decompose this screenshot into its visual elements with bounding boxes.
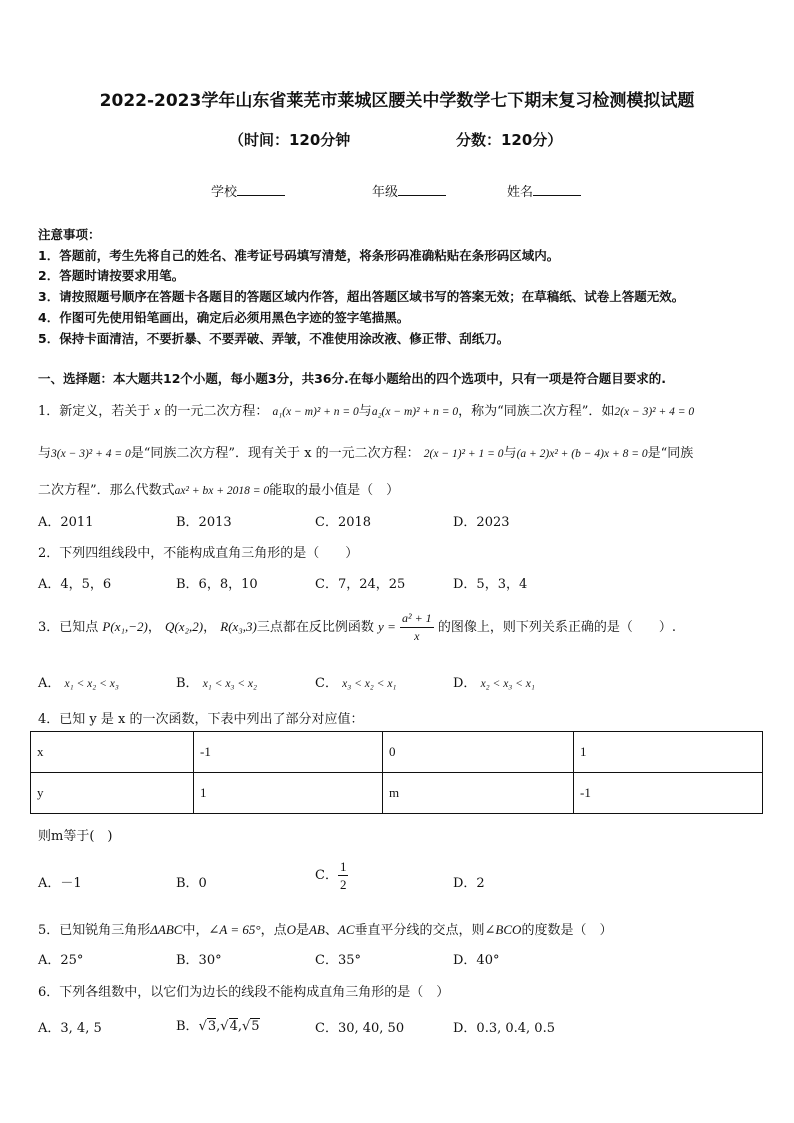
q4-option-b[interactable]: B．0	[176, 876, 207, 891]
q1-text: 与	[358, 404, 372, 419]
q5-math: AC	[337, 922, 355, 937]
q1-equation: a₂(x − m)² + n = 0	[371, 406, 459, 418]
q3-option-a[interactable]	[38, 672, 119, 691]
q1-text: 二次方程”．那么代数式	[38, 483, 175, 498]
option-label: B．	[176, 1019, 199, 1034]
q1-text: 与	[503, 446, 517, 461]
school-field[interactable]	[211, 181, 285, 200]
q6-option-a[interactable]: A．3, 4, 5	[38, 1021, 102, 1036]
question-1-line-1	[38, 400, 694, 419]
question-4-stem: 4．已知 y 是 x 的一次函数，下表中列出了部分对应值：	[38, 712, 364, 727]
q5-math: ΔABC	[150, 922, 183, 937]
table-row	[31, 732, 763, 773]
table-cell: 0	[383, 732, 574, 773]
sqrt-value: √5	[242, 1019, 260, 1034]
q3-point-q: Q(x₂,2)	[165, 619, 204, 634]
question-5-stem	[38, 919, 612, 938]
separator: ,	[216, 1019, 221, 1034]
option-math: x₁ < x₃ < x₂	[202, 678, 258, 690]
q3-denominator: x	[414, 629, 420, 643]
q6-option-c[interactable]: C．30, 40, 50	[315, 1021, 405, 1036]
q2-option-b[interactable]: B．6，8，10	[176, 577, 258, 592]
q2-option-c[interactable]: C．7，24，25	[315, 577, 406, 592]
school-blank[interactable]	[237, 183, 285, 196]
notice-item: 5．保持卡面清洁，不要折暴、不要弄破、弄皱，不准使用涂改液、修正带、刮纸刀。	[38, 331, 510, 346]
q3-option-c[interactable]	[315, 672, 396, 691]
q3-point-p: P(x₁,−2)	[102, 619, 148, 634]
question-6-stem: 6．下列各组数中，以它们为边长的线段不能构成直角三角形的是（ ）	[38, 985, 450, 1000]
q3-numerator: a² + 1	[400, 610, 434, 628]
grade-label: 年级	[372, 185, 399, 200]
table-cell: x	[31, 732, 194, 773]
q1-option-d[interactable]: D．2023	[453, 515, 510, 530]
q5-text: 的度数是（ ）	[521, 923, 613, 938]
q5-text: 垂直平分线的交点，则	[354, 923, 485, 938]
q6-option-b[interactable]	[176, 1015, 260, 1034]
question-1-line-2	[38, 442, 693, 461]
name-label: 姓名	[507, 185, 534, 200]
q3-text: 3．已知点	[38, 620, 99, 635]
option-label: A．	[38, 676, 61, 691]
option-fraction	[338, 858, 349, 893]
q5-text: 、	[324, 923, 338, 938]
fraction-denominator: 2	[339, 877, 347, 892]
q5-option-b[interactable]: B．30°	[176, 953, 222, 968]
q1-option-c[interactable]: C．2018	[315, 515, 372, 530]
q1-text: 的一元二次方程：	[164, 404, 269, 419]
q1-text: ，称为“同族二次方程”．如	[458, 404, 615, 419]
exam-score: 分数：120分）	[456, 131, 563, 149]
table-cell: -1	[574, 773, 763, 814]
section-heading: 一、选择题：本大题共12个小题，每小题3分，共36分.在每小题给出的四个选项中，只有一项是符合题目要求的.	[38, 371, 666, 386]
table-cell: 1	[194, 773, 383, 814]
q1-option-a[interactable]: A．2011	[38, 515, 94, 530]
table-cell: m	[383, 773, 574, 814]
q5-text: 是	[295, 923, 309, 938]
notice-item: 2．答题时请按要求用笔。	[38, 268, 185, 283]
name-field[interactable]	[507, 181, 581, 200]
radicand: 3	[207, 1019, 217, 1034]
q5-text: ，点	[260, 923, 287, 938]
value-table	[30, 731, 763, 814]
exam-time: （时间：120分钟	[229, 131, 351, 149]
q3-text: ，	[203, 620, 217, 635]
q3-text: ，	[147, 620, 161, 635]
sqrt-value: √4	[220, 1019, 238, 1034]
table-cell: y	[31, 773, 194, 814]
q1-text: 是“同族二次方程”．现有关于 x 的一元二次方程：	[130, 446, 420, 461]
q5-option-c[interactable]: C．35°	[315, 953, 361, 968]
q5-math: ∠BCO	[484, 922, 522, 937]
q3-option-b[interactable]	[176, 672, 257, 691]
option-math: x₁ < x₂ < x₃	[64, 678, 119, 690]
q6-option-d[interactable]: D．0.3, 0.4, 0.5	[453, 1021, 555, 1036]
q4-option-c[interactable]	[315, 858, 348, 893]
q5-text: 5．已知锐角三角形	[38, 923, 151, 938]
q2-option-d[interactable]: D．5，3，4	[453, 577, 528, 592]
q1-text: 能取的最小值是（ ）	[269, 483, 400, 498]
q1-equation: (a + 2)x² + (b − 4)x + 8 = 0	[516, 448, 648, 460]
radicand: 5	[251, 1019, 260, 1034]
q1-text: 是“同族	[647, 446, 694, 461]
school-label: 学校	[211, 185, 238, 200]
q3-option-d[interactable]	[453, 672, 535, 691]
table-cell: 1	[574, 732, 763, 773]
q1-math: x	[154, 403, 161, 418]
page-title: 2022-2023学年山东省莱芜市莱城区腰关中学数学七下期末复习检测模拟试题	[99, 91, 695, 111]
option-math: x₂ < x₃ < x₁	[480, 678, 535, 690]
notice-heading: 注意事项：	[38, 227, 101, 242]
q3-fraction	[400, 610, 434, 645]
q1-text: 与	[38, 446, 52, 461]
q1-text: 1．新定义，若关于	[38, 404, 151, 419]
option-math: x₃ < x₂ < x₁	[342, 678, 397, 690]
q1-equation: a₁(x − m)² + n = 0	[272, 406, 359, 418]
q5-math: O	[286, 922, 296, 937]
name-blank[interactable]	[533, 183, 581, 196]
q1-option-b[interactable]: B．2013	[176, 515, 232, 530]
table-cell: -1	[194, 732, 383, 773]
q3-point-r: R(x₃,3)	[220, 619, 257, 634]
q5-math: ∠A = 65°	[208, 922, 261, 937]
q1-equation: 3(x − 3)² + 4 = 0	[51, 448, 131, 460]
question-3-stem	[38, 610, 676, 645]
q5-text: 中，	[182, 923, 209, 938]
notice-item: 3．请按照题号顺序在答题卡各题目的答题区域内作答，超出答题区域书写的答案无效；在草稿纸、试卷上答题无效。	[38, 289, 685, 304]
notice-item: 4．作图可先使用铅笔画出，确定后必须用黑色字迹的签字笔描黑。	[38, 310, 410, 325]
option-label: C．	[315, 868, 338, 883]
option-label: D．	[453, 676, 477, 691]
q5-math: AB	[308, 922, 325, 937]
q3-function: y =	[378, 619, 396, 634]
q4-option-a[interactable]: A．－1	[38, 876, 82, 891]
radicand: 4	[229, 1019, 238, 1034]
q3-text: 的图像上，则下列关系正确的是（ ）.	[437, 620, 676, 635]
q2-option-a[interactable]: A．4，5，6	[38, 577, 112, 592]
grade-blank[interactable]	[398, 183, 446, 196]
q4-option-d[interactable]: D．2	[453, 876, 485, 891]
q5-option-a[interactable]: A．25°	[38, 953, 84, 968]
question-2-stem: 2．下列四组线段中，不能构成直角三角形的是（ ）	[38, 546, 359, 561]
q1-equation: 2(x − 1)² + 1 = 0	[423, 448, 504, 460]
table-row	[31, 773, 763, 814]
q5-option-d[interactable]: D．40°	[453, 953, 500, 968]
notice-item: 1．答题前，考生先将自己的姓名、准考证号码填写清楚，将条形码准确粘贴在条形码区域内。	[38, 248, 560, 263]
question-4-ask: 则m等于( )	[38, 829, 113, 844]
question-1-line-3	[38, 479, 399, 498]
q3-text: 三点都在反比例函数	[256, 620, 374, 635]
grade-field[interactable]	[372, 181, 446, 200]
q1-equation: ax² + bx + 2018 = 0	[174, 485, 270, 497]
option-label: C．	[315, 676, 338, 691]
fraction-numerator: 1	[339, 859, 347, 874]
sqrt-value: √3	[198, 1019, 217, 1034]
q1-equation: 2(x − 3)² + 4 = 0	[614, 406, 695, 418]
option-label: B．	[176, 676, 199, 691]
separator: ,	[237, 1019, 242, 1034]
